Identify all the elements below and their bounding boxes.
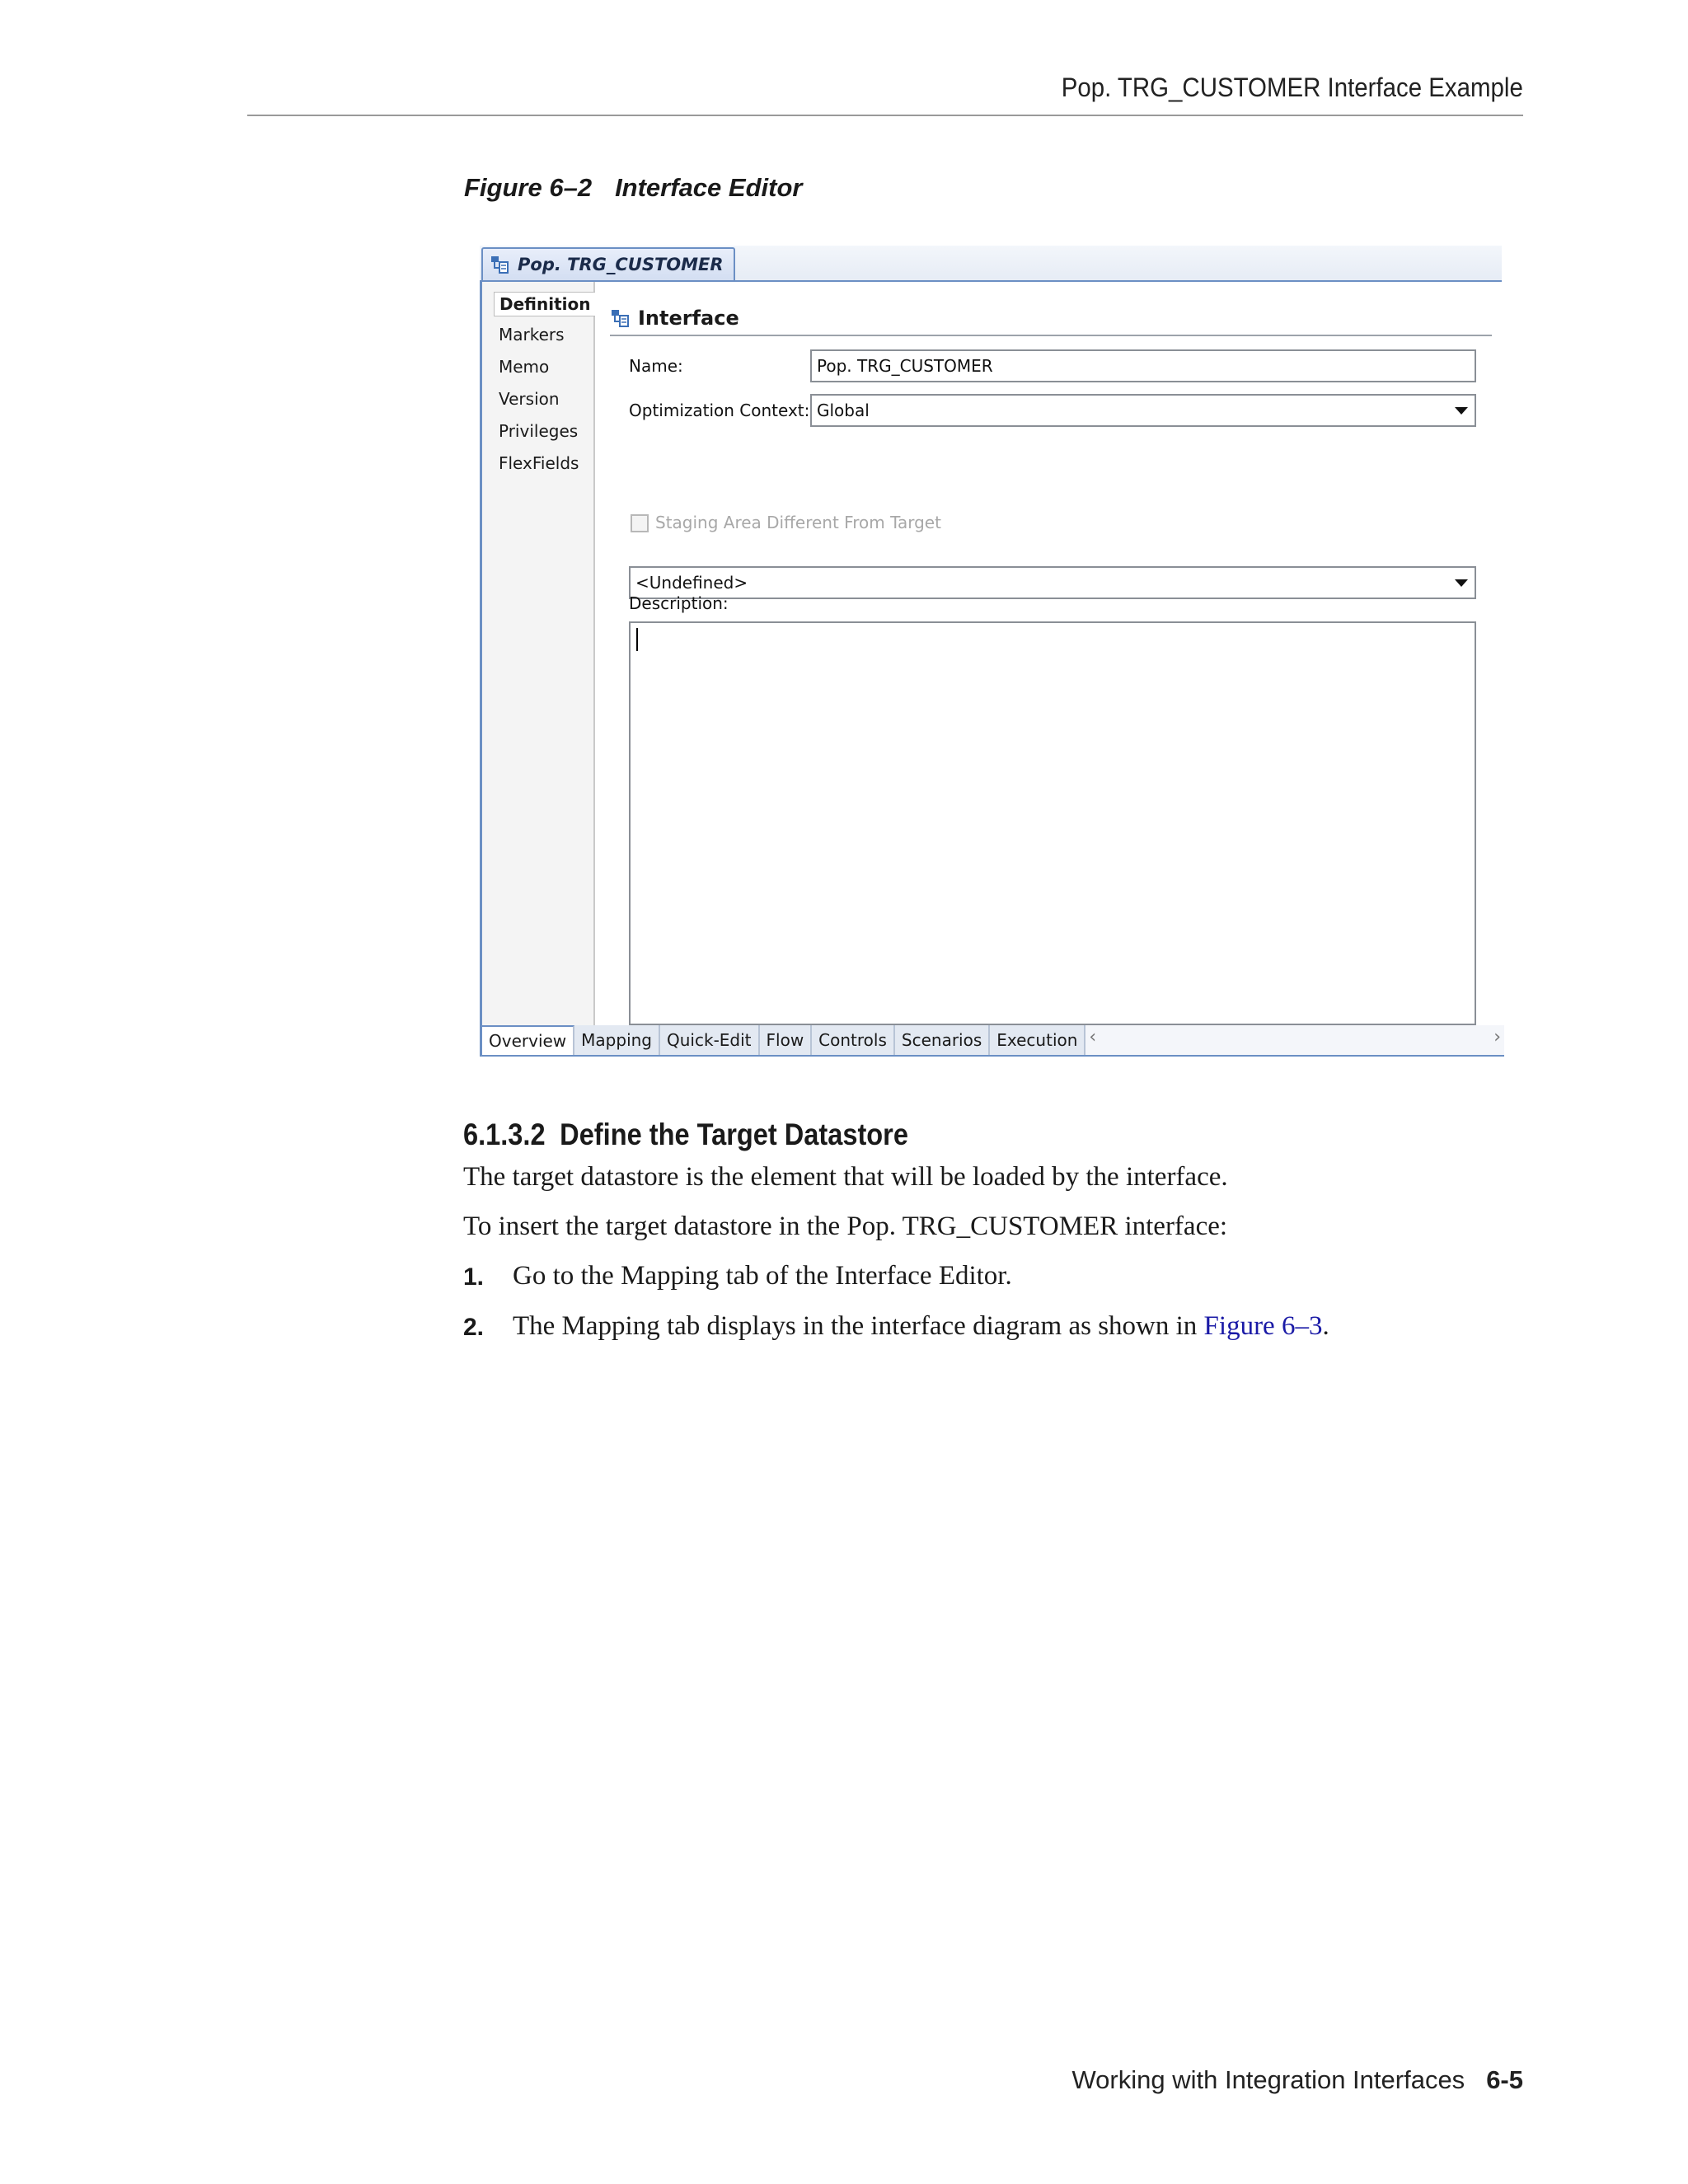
- tab-controls[interactable]: Controls: [812, 1025, 895, 1055]
- footer-chapter: Working with Integration Interfaces: [1071, 2065, 1465, 2094]
- editor-frame: [480, 282, 1502, 1057]
- context-select[interactable]: [810, 394, 1476, 427]
- tab-quick-edit[interactable]: Quick-Edit: [660, 1025, 760, 1055]
- nav-item-memo[interactable]: Memo: [499, 357, 550, 377]
- figure-number: Figure 6–2: [464, 173, 593, 202]
- editor-bottom-tabs: [482, 1025, 1504, 1057]
- section-number: 6.1.3.2: [463, 1118, 546, 1151]
- figure-title: Interface Editor: [615, 173, 803, 202]
- staging-checkbox-label: Staging Area Different From Target: [655, 513, 941, 532]
- name-field[interactable]: [810, 349, 1476, 382]
- editor-tabstrip: [480, 246, 1502, 282]
- tab-mapping[interactable]: Mapping: [574, 1025, 660, 1055]
- section-heading: [463, 1118, 908, 1152]
- editor-document-tab[interactable]: [481, 247, 735, 280]
- section-divider: [610, 335, 1492, 336]
- section-title: [610, 307, 739, 330]
- section-title-label: Interface: [638, 307, 739, 330]
- figure-caption: [464, 173, 802, 203]
- editor-document-tab-label: Pop. TRG_CUSTOMER: [518, 255, 724, 274]
- tab-overview[interactable]: Overview: [482, 1025, 574, 1055]
- step-text-2-end: .: [1322, 1311, 1329, 1341]
- context-label: Optimization Context:: [629, 401, 810, 420]
- step-text-1: Go to the Mapping tab of the Interface Editor.: [513, 1261, 1012, 1291]
- description-textarea[interactable]: [629, 621, 1476, 1025]
- left-nav: [482, 282, 595, 1025]
- chevron-right-icon[interactable]: ›: [1493, 1027, 1501, 1047]
- horizontal-scrollbar[interactable]: [1085, 1025, 1504, 1055]
- interface-icon: [610, 307, 631, 329]
- tab-execution[interactable]: Execution: [990, 1025, 1085, 1055]
- nav-item-markers[interactable]: Markers: [499, 325, 565, 344]
- name-field-value: Pop. TRG_CUSTOMER: [817, 356, 993, 376]
- staging-area-select-value: <Undefined>: [635, 573, 748, 593]
- name-label: Name:: [629, 356, 683, 376]
- page-footer: [1071, 2065, 1523, 2095]
- interface-icon: [490, 254, 511, 275]
- nav-item-privileges[interactable]: Privileges: [499, 421, 579, 441]
- figure-6-3-link[interactable]: Figure 6–3: [1203, 1311, 1323, 1341]
- chevron-down-icon: [1455, 579, 1468, 587]
- staging-area-select[interactable]: [629, 566, 1476, 599]
- step-number-2: 2.: [463, 1314, 485, 1341]
- context-select-value: Global: [817, 401, 870, 420]
- interface-editor-screenshot: [480, 246, 1502, 1060]
- chevron-left-icon[interactable]: ‹: [1089, 1027, 1097, 1047]
- nav-item-definition[interactable]: Definition: [494, 292, 595, 316]
- text-caret: [636, 628, 638, 651]
- chevron-down-icon: [1455, 407, 1468, 415]
- step-text-2-body: The Mapping tab displays in the interface diagram as shown in: [513, 1311, 1204, 1341]
- header-rule: [247, 115, 1523, 116]
- section-heading-title: Define the Target Datastore: [560, 1118, 908, 1151]
- paragraph-2: To insert the target datastore in the Pop. TRG_CUSTOMER interface:: [463, 1212, 1228, 1241]
- tab-scenarios[interactable]: Scenarios: [895, 1025, 990, 1055]
- running-header: Pop. TRG_CUSTOMER Interface Example: [1061, 73, 1523, 102]
- page-number: 6-5: [1486, 2065, 1523, 2094]
- staging-checkbox[interactable]: [631, 514, 649, 532]
- step-number-1: 1.: [463, 1263, 485, 1291]
- step-text-2: [513, 1311, 1329, 1342]
- tab-flow[interactable]: Flow: [760, 1025, 813, 1055]
- nav-item-version[interactable]: Version: [499, 389, 560, 409]
- paragraph-1: The target datastore is the element that will be loaded by the interface.: [463, 1162, 1228, 1192]
- description-label: Description:: [629, 593, 729, 613]
- nav-item-flexfields[interactable]: FlexFields: [499, 453, 579, 473]
